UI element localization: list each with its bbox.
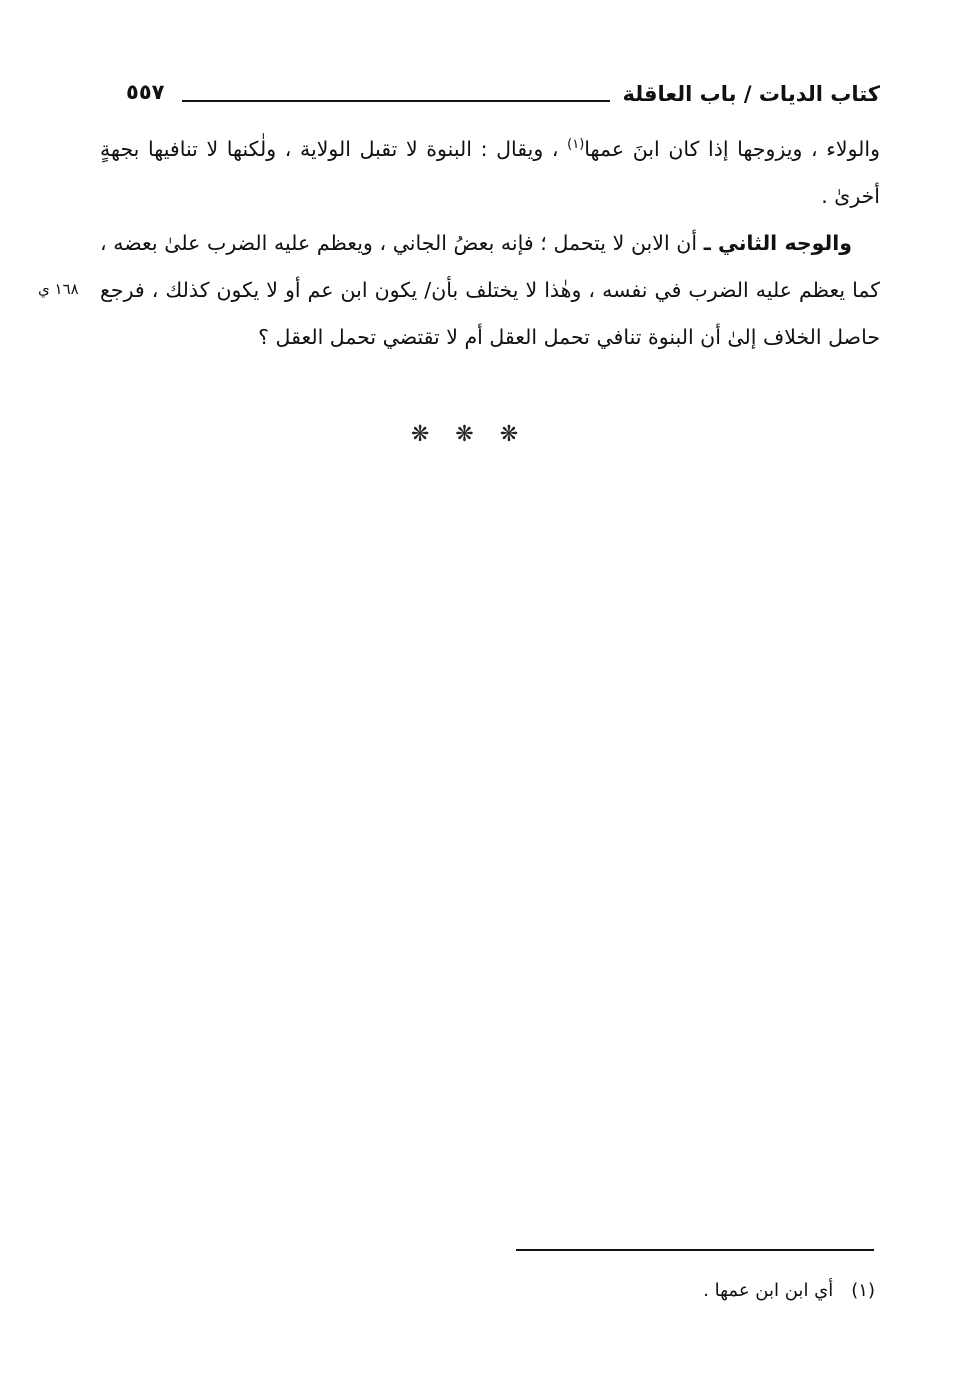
footnote-reference: (١) xyxy=(567,137,585,153)
section-separator: ❋❋❋ xyxy=(410,422,545,447)
running-header xyxy=(120,78,880,118)
paragraph-2-lead: والوجه الثاني ـ xyxy=(703,231,852,255)
header-title: كتاب الديات / باب العاقلة xyxy=(622,82,880,106)
footnote-text: أي ابن ابن عمها . xyxy=(703,1280,834,1301)
margin-note: ١٦٨ ي xyxy=(38,280,79,298)
header-rule xyxy=(182,100,610,102)
paragraph-1 xyxy=(100,126,880,220)
paragraph-2-text: أن الابن لا يتحمل ؛ فإنه بعضُ الجاني ، ويعظم عليه الضرب علىٰ بعضه ، كما يعظم عليه الضرب في نفسه ، وهٰذا لا يختلف بأن/ يكون ابن عم أو لا يكون كذلك ، فرجع حاصل الخلاف إلىٰ أن البنوة تنافي تحمل العقل أم لا تقتضي تحمل العقل ؟ xyxy=(100,231,880,349)
body-text xyxy=(100,126,880,361)
paragraph-2 xyxy=(100,220,880,361)
paragraph-1-text-b: ، ويقال : البنوة لا تقبل الولاية ، ولٰكنها لا تنافيها بجهةٍ أخرىٰ . xyxy=(100,137,880,208)
footnote xyxy=(703,1280,875,1301)
footnote-rule xyxy=(516,1249,874,1251)
page-number: ٥٥٧ xyxy=(126,80,165,104)
paragraph-1-text-a: والولاء ، ويزوجها إذا كان ابنَ عمها xyxy=(584,137,881,161)
footnote-number: (١) xyxy=(851,1280,875,1301)
